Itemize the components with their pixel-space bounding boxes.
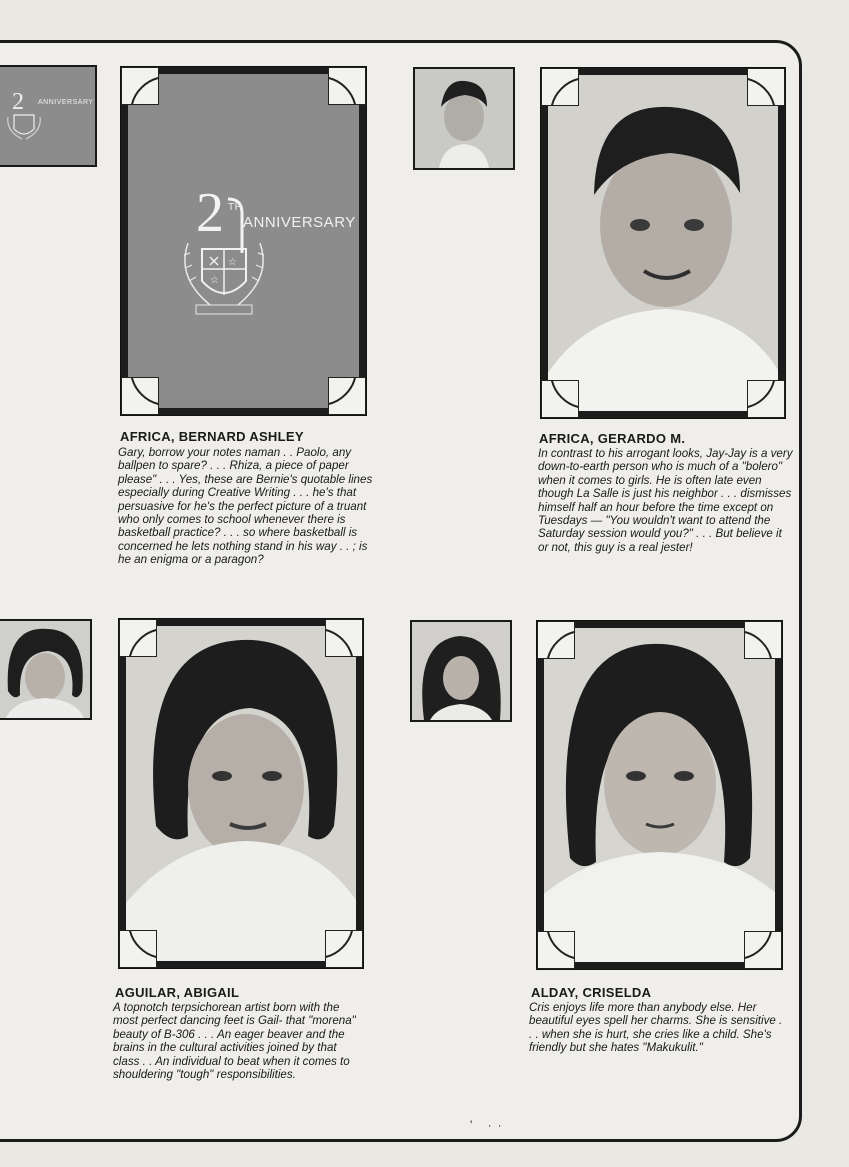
anniversary-suffix: TH <box>228 202 243 213</box>
print-specks: ' ·· <box>470 1118 508 1132</box>
anniversary-label: ANNIVERSARY <box>243 214 356 231</box>
student-name: AGUILAR, ABIGAIL <box>115 985 240 1000</box>
svg-text:☆: ☆ <box>210 275 219 286</box>
student-name: AFRICA, BERNARD ASHLEY <box>120 429 304 444</box>
student-blurb: Gary, borrow your notes naman . . Paolo, any ballpen to spare? . . . Rhiza, a piece of paper please" . . . Yes, these are Bernie's quotable lines especially during Creative Writing . . . he's that persuasive for he's the perfect picture of a truant who only comes to school whenever there is basketball practice? . . . so where basketball is concerned he lets nothing stand in his way . . ; is he an enigma or a paragon? <box>118 446 373 567</box>
student-photo <box>415 69 513 168</box>
school-crest-icon <box>170 179 280 329</box>
student-photo-frame <box>536 620 783 970</box>
student-thumbnail <box>413 67 515 170</box>
student-blurb: A topnotch terpsichorean artist born with the most perfect dancing feet is Gail- that "morena" beauty of B-306 . . . An eager beaver and the brains in the cultural activities joined by that class . . An individual to beat when it comes to shouldering "tough" responsibilities. <box>113 1001 356 1082</box>
anniversary-thumb-label: ANNIVERSARY <box>38 99 94 106</box>
student-photo <box>544 628 775 962</box>
student-blurb: Cris enjoys life more than anybody else. Her beautiful eyes spell her charms. She is sensitive . . . when she is hurt, she cries like a child. She's friendly but she hates "Makukulit." <box>529 1001 783 1055</box>
svg-text:2: 2 <box>196 182 224 244</box>
svg-text:2: 2 <box>12 89 24 115</box>
student-photo-frame <box>118 618 364 969</box>
student-name: AFRICA, GERARDO M. <box>539 431 686 446</box>
student-thumbnail <box>0 619 92 720</box>
student-blurb: In contrast to his arrogant looks, Jay-Jay is a very down-to-earth person who is much of a "bolero" when it comes to girls. He is often late even though La Salle is just his neighbor . . . dismisses himself half an hour before the time except on Tuesdays — "You wouldn't want to attend the Saturday session would you?" . . . But believe it or not, this guy is a real jester! <box>538 447 793 554</box>
anniversary-placeholder <box>128 74 359 408</box>
svg-text:☆: ☆ <box>228 257 237 268</box>
student-photo <box>412 622 510 720</box>
anniversary-photo-frame <box>120 66 367 416</box>
student-photo-frame <box>540 67 786 419</box>
student-photo <box>126 626 356 961</box>
student-name: ALDAY, CRISELDA <box>531 985 652 1000</box>
school-crest-icon <box>4 87 44 147</box>
student-photo <box>0 621 90 718</box>
anniversary-thumbnail <box>0 65 97 167</box>
student-photo <box>548 75 778 411</box>
student-thumbnail <box>410 620 512 722</box>
